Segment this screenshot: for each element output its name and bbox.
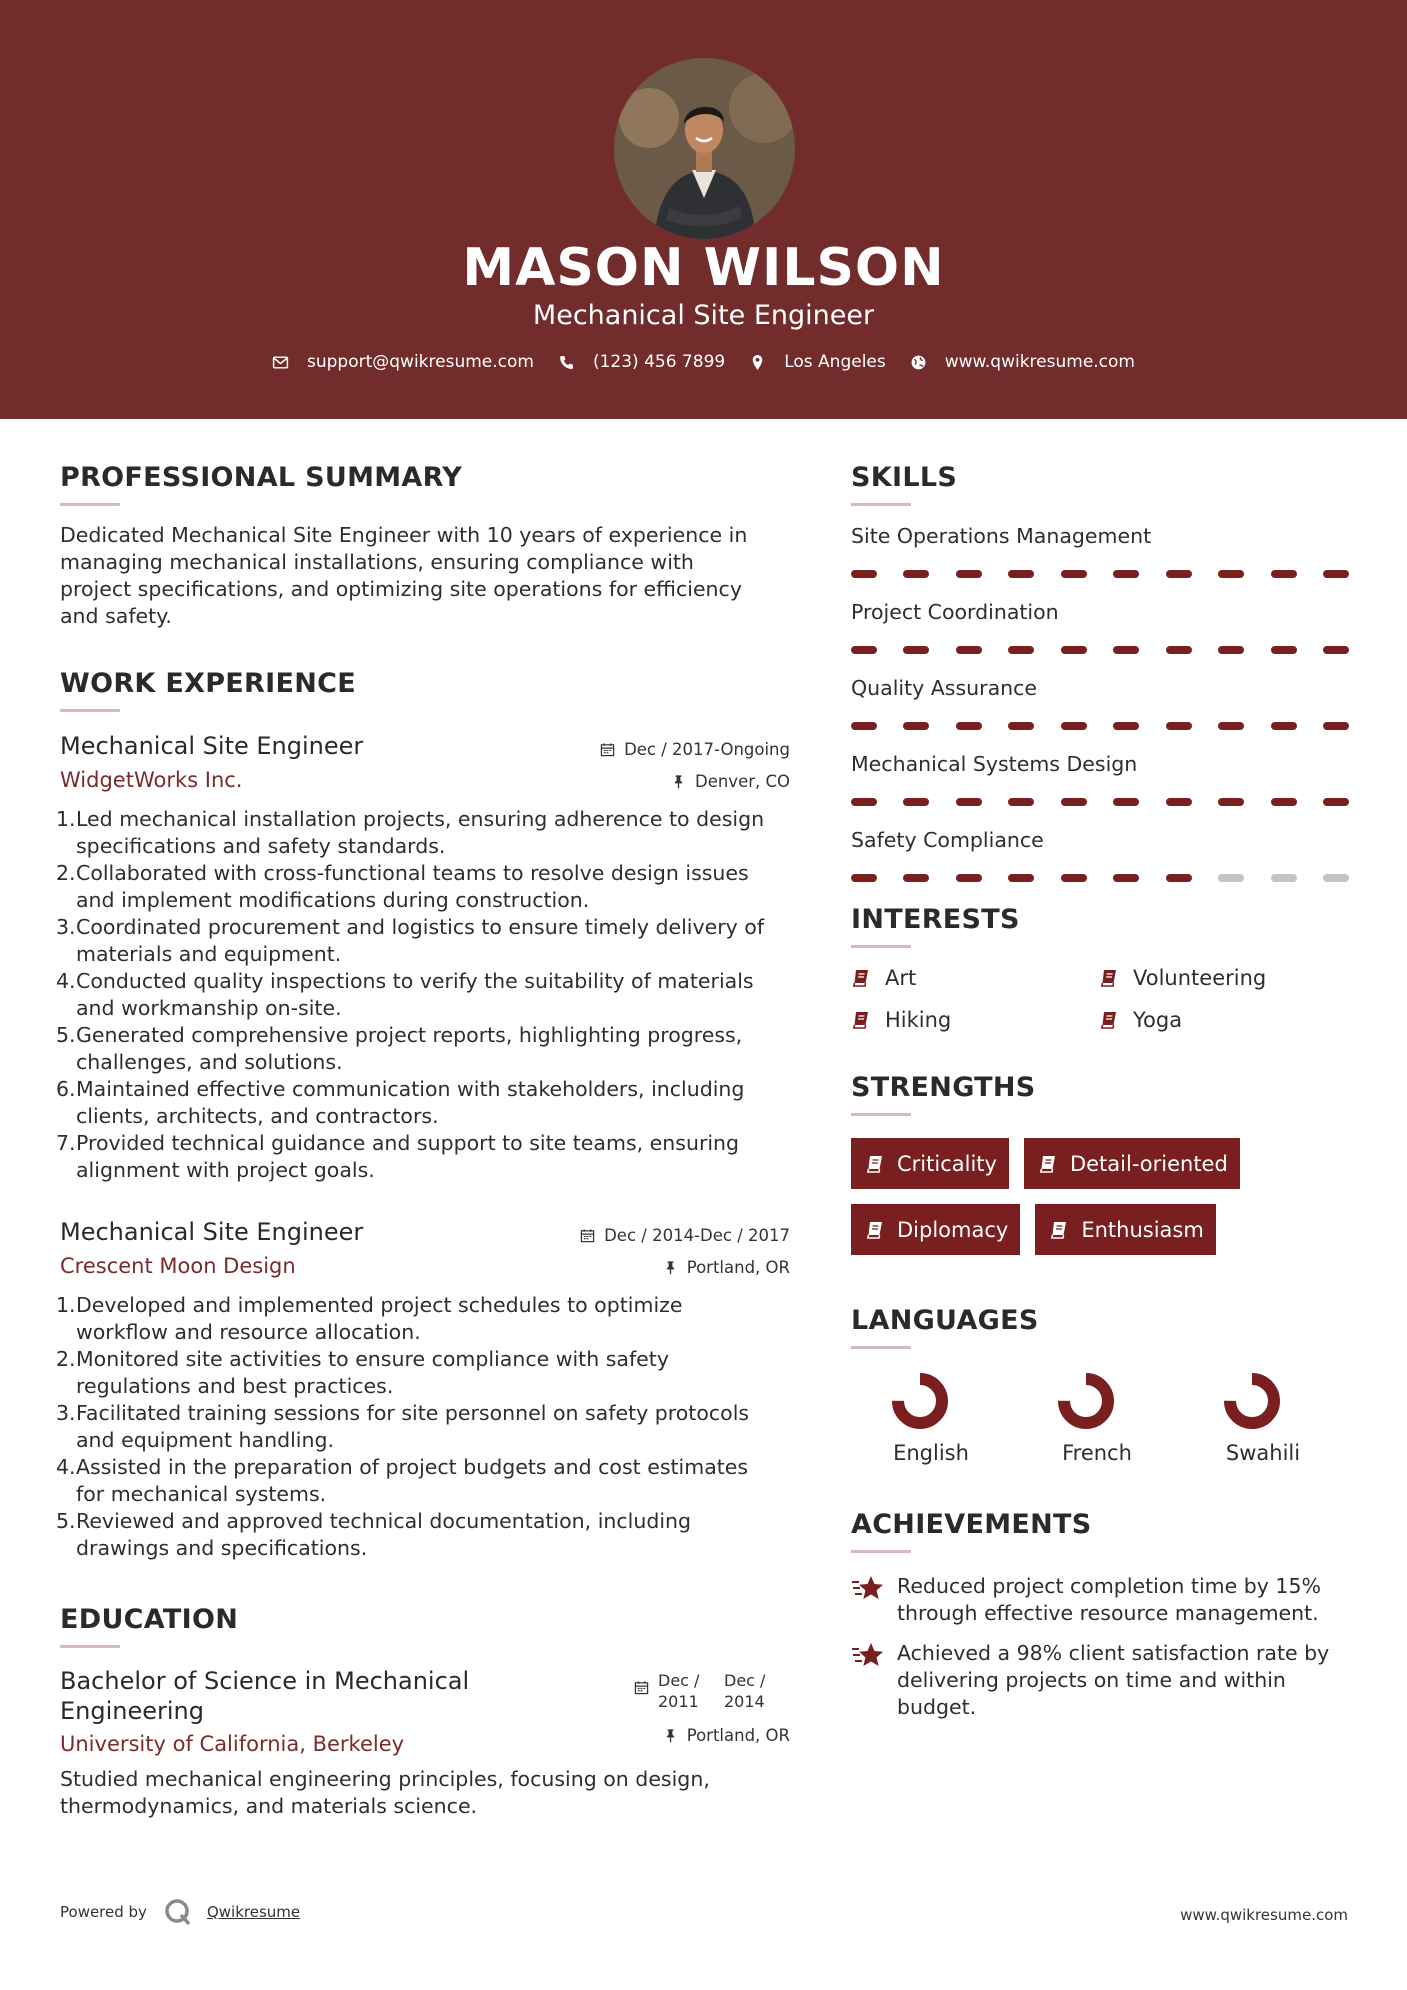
section-divider <box>60 709 120 712</box>
strength-label: Criticality <box>897 1151 997 1176</box>
skills-section <box>851 462 1351 882</box>
skill-segment-filled <box>1166 570 1192 578</box>
section-divider <box>60 503 120 506</box>
list-text-line: clients, architects, and contractors. <box>76 1104 439 1128</box>
list-text-line: Maintained effective communication with stakeholders, including <box>76 1077 745 1101</box>
list-text-line: for mechanical systems. <box>76 1482 327 1506</box>
list-number: 3. <box>56 915 76 939</box>
language-gauge-arc <box>898 1379 942 1423</box>
skill-segment-empty <box>1271 874 1297 882</box>
language-item <box>851 1371 1017 1465</box>
list-text-line: Assisted in the preparation of project budgets and cost estimates <box>76 1455 749 1479</box>
left-column <box>56 462 790 1820</box>
list-number: 7. <box>56 1131 76 1155</box>
summary-text <box>60 522 790 630</box>
list-number: 5. <box>56 1509 76 1533</box>
list-item <box>56 968 790 1022</box>
interest-item <box>1099 1008 1347 1032</box>
job-dates <box>600 740 790 759</box>
list-item <box>56 806 790 860</box>
list-item <box>56 1076 790 1130</box>
resume-header <box>0 0 1407 419</box>
list-text-line: and workmanship on-site. <box>76 996 342 1020</box>
list-item <box>56 1400 790 1454</box>
section-divider <box>851 1346 911 1349</box>
list-item <box>56 1454 790 1508</box>
summary-heading: PROFESSIONAL SUMMARY <box>60 462 463 493</box>
language-name: English <box>893 1441 969 1465</box>
list-text-line: Provided technical guidance and support to site teams, ensuring <box>76 1131 740 1155</box>
interest-item <box>851 966 1099 990</box>
list-number: 1. <box>56 1293 76 1317</box>
list-item <box>56 1346 790 1400</box>
skill-segment-filled <box>1061 874 1087 882</box>
language-gauge <box>1056 1371 1116 1431</box>
education-heading: EDUCATION <box>60 1604 239 1635</box>
date-part: Dec / <box>658 1671 700 1690</box>
skill-name: Safety Compliance <box>851 828 1044 852</box>
section-divider <box>851 503 911 506</box>
contact-email-text: support@qwikresume.com <box>307 352 534 372</box>
education-entry <box>60 1666 790 1820</box>
skill-segment-filled <box>851 874 877 882</box>
globe-icon <box>910 354 927 371</box>
footer-powered-by <box>60 1897 300 1927</box>
skill-segment-filled <box>903 874 929 882</box>
list-text-line: Generated comprehensive project reports, highlighting progress, <box>76 1023 743 1047</box>
skill-segment-empty <box>1323 874 1349 882</box>
book-icon <box>1099 968 1119 988</box>
interest-label: Art <box>885 966 917 990</box>
skill-segment-filled <box>1166 646 1192 654</box>
job-dates-text: Dec / 2017-Ongoing <box>624 740 790 759</box>
list-number: 2. <box>56 861 76 885</box>
list-text-line: Coordinated procurement and logistics to ensure timely delivery of <box>76 915 765 939</box>
interest-label: Hiking <box>885 1008 952 1032</box>
skill-segment-filled <box>1008 570 1034 578</box>
skill-rating-bar <box>851 570 1349 578</box>
achievement-line: budget. <box>897 1695 977 1719</box>
degree-line: Engineering <box>60 1697 204 1725</box>
list-number: 1. <box>56 807 76 831</box>
achievements-heading: ACHIEVEMENTS <box>851 1509 1092 1540</box>
list-text-line: workflow and resource allocation. <box>76 1320 421 1344</box>
pushpin-icon <box>663 1260 678 1275</box>
contact-bar <box>0 352 1407 372</box>
list-text-line: materials and equipment. <box>76 942 342 966</box>
interest-item <box>851 1008 1099 1032</box>
interests-heading: INTERESTS <box>851 904 1020 935</box>
right-column <box>851 462 1351 1734</box>
qwikresume-logo-icon <box>163 1897 193 1927</box>
summary-line: Dedicated Mechanical Site Engineer with 10 years of experience in <box>60 523 748 547</box>
skill-segment-filled <box>1008 646 1034 654</box>
language-item <box>1017 1371 1183 1465</box>
achievement-line: through effective resource management. <box>897 1601 1319 1625</box>
skill-name: Project Coordination <box>851 600 1059 624</box>
education-start-date <box>658 1670 716 1712</box>
degree-line: Bachelor of Science in Mechanical <box>60 1667 470 1695</box>
skill-segment-filled <box>1008 874 1034 882</box>
strength-tag <box>1035 1204 1215 1255</box>
strength-tag <box>851 1204 1020 1255</box>
job-title: Mechanical Site Engineer <box>60 732 364 760</box>
phone-icon <box>558 354 575 371</box>
list-text <box>74 860 749 914</box>
language-name: Swahili <box>1225 1441 1301 1465</box>
list-number: 4. <box>56 969 76 993</box>
skill-segment-filled <box>903 646 929 654</box>
job-location-text: Portland, OR <box>686 1258 790 1277</box>
job-dates-text: Dec / 2014-Dec / 2017 <box>604 1226 790 1245</box>
duty-list <box>56 806 790 1184</box>
pushpin-icon <box>671 774 686 789</box>
skill-segment-filled <box>1218 798 1244 806</box>
education-section <box>60 1604 790 1820</box>
strength-tag <box>851 1138 1009 1189</box>
book-icon <box>851 1010 871 1030</box>
list-text <box>74 968 754 1022</box>
language-name: French <box>1062 1441 1132 1465</box>
pushpin-icon <box>663 1728 678 1743</box>
languages-section <box>851 1305 1351 1465</box>
list-text <box>74 1076 744 1130</box>
skill-segment-filled <box>903 798 929 806</box>
description-line: thermodynamics, and materials science. <box>60 1794 478 1818</box>
date-part: 2011 <box>658 1692 699 1711</box>
achievement-item <box>851 1640 1351 1721</box>
achievement-line: Achieved a 98% client satisfaction rate by <box>897 1641 1330 1665</box>
map-pin-icon <box>749 354 766 371</box>
list-text-line: regulations and best practices. <box>76 1374 394 1398</box>
description-line: Studied mechanical engineering principles, focusing on design, <box>60 1767 710 1791</box>
candidate-name: MASON WILSON <box>462 238 945 298</box>
job-entry <box>56 732 790 1184</box>
skill-segment-filled <box>851 798 877 806</box>
date-part: 2014 <box>724 1692 765 1711</box>
achievement-line: Reduced project completion time by 15% <box>897 1574 1321 1598</box>
summary-line: managing mechanical installations, ensuring compliance with <box>60 550 694 574</box>
job-title: Mechanical Site Engineer <box>60 1218 364 1246</box>
list-text-line: Collaborated with cross-functional teams to resolve design issues <box>76 861 749 885</box>
list-text <box>74 1292 683 1346</box>
brand-link[interactable]: Qwikresume <box>206 1903 301 1921</box>
skill-segment-filled <box>1113 646 1139 654</box>
experience-heading: WORK EXPERIENCE <box>60 668 356 699</box>
summary-line: and safety. <box>60 604 172 628</box>
summary-section <box>60 462 790 630</box>
language-gauge-arc <box>1064 1379 1108 1423</box>
list-item <box>56 1022 790 1076</box>
skill-segment-filled <box>1113 874 1139 882</box>
book-icon <box>1099 1010 1119 1030</box>
language-item <box>1183 1371 1349 1465</box>
list-number: 6. <box>56 1077 76 1101</box>
list-text <box>74 914 764 968</box>
list-text-line: Led mechanical installation projects, ensuring adherence to design <box>76 807 765 831</box>
list-number: 3. <box>56 1401 76 1425</box>
contact-website-text: www.qwikresume.com <box>944 352 1135 372</box>
list-text <box>74 1130 739 1184</box>
list-text-line: and implement modifications during construction. <box>76 888 590 912</box>
skill-segment-filled <box>1061 722 1087 730</box>
list-number: 4. <box>56 1455 76 1479</box>
skill-segment-filled <box>851 570 877 578</box>
skill-segment-filled <box>1008 798 1034 806</box>
contact-email[interactable] <box>272 352 534 372</box>
job-entry <box>56 1218 790 1562</box>
achievements-section <box>851 1509 1351 1721</box>
list-text-line: and equipment handling. <box>76 1428 335 1452</box>
school-name: University of California, Berkeley <box>60 1732 405 1756</box>
skill-item <box>851 600 1351 654</box>
strength-label: Enthusiasm <box>1081 1217 1204 1242</box>
book-icon <box>865 1220 885 1240</box>
skill-name: Site Operations Management <box>851 524 1152 548</box>
duty-list <box>56 1292 790 1562</box>
envelope-icon <box>272 354 289 371</box>
calendar-icon <box>600 742 615 757</box>
list-text <box>74 1508 691 1562</box>
person-photo-icon <box>614 58 795 239</box>
language-gauge <box>890 1371 950 1431</box>
section-divider <box>851 1113 911 1116</box>
skill-segment-filled <box>1166 798 1192 806</box>
skill-segment-filled <box>1166 874 1192 882</box>
contact-phone-text: (123) 456 7899 <box>592 352 726 372</box>
skill-segment-filled <box>1271 798 1297 806</box>
strength-label: Detail-oriented <box>1069 1151 1228 1176</box>
skill-rating-bar <box>851 798 1349 806</box>
star-icon <box>851 1641 885 1671</box>
skill-segment-filled <box>903 722 929 730</box>
skill-rating-bar <box>851 646 1349 654</box>
profile-photo <box>614 58 795 239</box>
list-item <box>56 1292 790 1346</box>
list-text-line: challenges, and solutions. <box>76 1050 343 1074</box>
list-number: 2. <box>56 1347 76 1371</box>
contact-location <box>749 352 886 372</box>
list-item <box>56 1508 790 1562</box>
candidate-title: Mechanical Site Engineer <box>532 300 875 331</box>
list-text <box>74 1454 748 1508</box>
skill-segment-filled <box>1113 722 1139 730</box>
list-text-line: specifications and safety standards. <box>76 834 446 858</box>
skill-segment-filled <box>1271 722 1297 730</box>
skill-segment-filled <box>1218 646 1244 654</box>
interest-item <box>1099 966 1347 990</box>
contact-website[interactable] <box>910 352 1135 372</box>
section-divider <box>851 945 911 948</box>
achievement-text <box>897 1640 1329 1721</box>
powered-by-text: Powered by <box>60 1903 147 1921</box>
company-name: Crescent Moon Design <box>60 1254 296 1278</box>
contact-location-text: Los Angeles <box>784 352 886 372</box>
skill-segment-filled <box>851 722 877 730</box>
skill-segment-empty <box>1218 874 1244 882</box>
skill-segment-filled <box>1166 722 1192 730</box>
skill-item <box>851 524 1351 578</box>
book-icon <box>1038 1154 1058 1174</box>
list-text-line: Facilitated training sessions for site personnel on safety protocols <box>76 1401 750 1425</box>
footer-website[interactable]: www.qwikresume.com <box>1180 1906 1348 1924</box>
star-icon <box>851 1574 885 1604</box>
strengths-section <box>851 1072 1351 1270</box>
section-divider <box>60 1645 120 1648</box>
education-end-date <box>716 1670 790 1712</box>
education-location-text: Portland, OR <box>686 1726 790 1745</box>
job-location <box>671 772 790 791</box>
skill-segment-filled <box>956 570 982 578</box>
list-text <box>74 1346 669 1400</box>
education-dates <box>634 1670 790 1712</box>
skill-segment-filled <box>1271 570 1297 578</box>
job-dates <box>580 1226 790 1245</box>
languages-heading: LANGUAGES <box>851 1305 1039 1336</box>
skill-segment-filled <box>1113 798 1139 806</box>
calendar-icon <box>580 1228 595 1243</box>
skill-rating-bar <box>851 722 1349 730</box>
list-text-line: drawings and specifications. <box>76 1536 368 1560</box>
list-text-line: Conducted quality inspections to verify the suitability of materials <box>76 969 754 993</box>
language-gauge <box>1222 1371 1282 1431</box>
skill-segment-filled <box>1323 646 1349 654</box>
skill-segment-filled <box>903 570 929 578</box>
language-gauge-arc <box>1230 1379 1274 1423</box>
skill-segment-filled <box>956 798 982 806</box>
list-text <box>74 1022 742 1076</box>
skill-segment-filled <box>1008 722 1034 730</box>
skill-segment-filled <box>1218 570 1244 578</box>
skill-segment-filled <box>1323 722 1349 730</box>
skill-segment-filled <box>956 646 982 654</box>
list-item <box>56 1130 790 1184</box>
job-location <box>663 1258 790 1277</box>
skill-segment-filled <box>1113 570 1139 578</box>
interest-label: Volunteering <box>1133 966 1267 990</box>
contact-phone[interactable] <box>558 352 725 372</box>
summary-line: project specifications, and optimizing site operations for efficiency <box>60 577 742 601</box>
interest-label: Yoga <box>1133 1008 1183 1032</box>
list-text <box>74 1400 749 1454</box>
skill-segment-filled <box>1218 722 1244 730</box>
list-text-line: alignment with project goals. <box>76 1158 375 1182</box>
list-text-line: Monitored site activities to ensure compliance with safety <box>76 1347 669 1371</box>
skill-item <box>851 828 1351 882</box>
date-part: Dec / <box>724 1671 766 1690</box>
achievement-line: delivering projects on time and within <box>897 1668 1286 1692</box>
company-name: WidgetWorks Inc. <box>60 768 243 792</box>
interests-section <box>851 904 1351 1032</box>
skill-item <box>851 676 1351 730</box>
skill-segment-filled <box>956 722 982 730</box>
skill-segment-filled <box>1061 570 1087 578</box>
education-location <box>663 1726 790 1745</box>
section-divider <box>851 1550 911 1553</box>
skill-segment-filled <box>851 646 877 654</box>
strengths-heading: STRENGTHS <box>851 1072 1036 1103</box>
skill-segment-filled <box>1061 646 1087 654</box>
skill-segment-filled <box>1323 798 1349 806</box>
list-item <box>56 914 790 968</box>
skill-segment-filled <box>956 874 982 882</box>
book-icon <box>865 1154 885 1174</box>
skill-segment-filled <box>1271 646 1297 654</box>
experience-section <box>56 668 790 1562</box>
book-icon <box>1049 1220 1069 1240</box>
book-icon <box>851 968 871 988</box>
list-text-line: Developed and implemented project schedules to optimize <box>76 1293 683 1317</box>
skill-item <box>851 752 1351 806</box>
strength-tag <box>1024 1138 1240 1189</box>
skill-rating-bar <box>851 874 1349 882</box>
skills-heading: SKILLS <box>851 462 958 493</box>
achievement-item <box>851 1573 1351 1627</box>
skill-name: Quality Assurance <box>851 676 1038 700</box>
skill-name: Mechanical Systems Design <box>851 752 1138 776</box>
job-location-text: Denver, CO <box>694 772 790 791</box>
list-number: 5. <box>56 1023 76 1047</box>
skill-segment-filled <box>1061 798 1087 806</box>
strength-label: Diplomacy <box>897 1217 1009 1242</box>
skill-segment-filled <box>1323 570 1349 578</box>
education-description <box>60 1766 790 1820</box>
achievement-text <box>897 1573 1321 1627</box>
calendar-icon <box>634 1680 649 1695</box>
list-text-line: Reviewed and approved technical documentation, including <box>76 1509 692 1533</box>
list-item <box>56 860 790 914</box>
list-text <box>74 806 764 860</box>
